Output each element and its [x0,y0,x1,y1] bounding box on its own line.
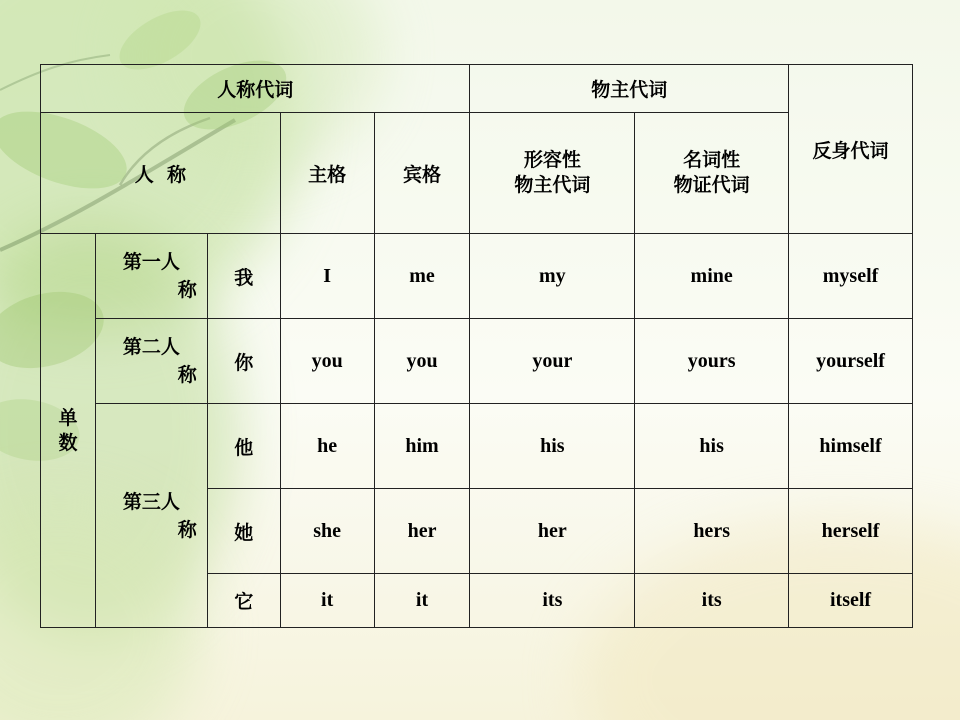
subjective-cell: I [280,234,374,319]
subjective-header: 主格 [280,113,374,234]
personal-pronoun-header: 人称代词 [41,65,470,113]
adjective-possessive-cell: his [470,404,635,489]
objective-header: 宾格 [374,113,470,234]
reflexive-cell: myself [789,234,913,319]
reflexive-cell: himself [789,404,913,489]
objective-cell: him [374,404,470,489]
adjective-possessive-header-line1: 形容性 [523,149,581,171]
pronoun-table [40,64,913,628]
possessive-pronoun-header: 物主代词 [470,65,789,113]
noun-possessive-header-line1: 名词性 [683,149,741,171]
reflexive-cell: herself [789,489,913,574]
pronoun-zh-cell: 你 [207,319,280,404]
table-row [41,234,913,319]
reflexive-cell: itself [789,574,913,628]
noun-possessive-header [635,113,789,234]
table-row [41,404,913,489]
second-person-label-line1: 第二人 [122,336,180,358]
reflexive-pronoun-header: 反身代词 [789,65,913,234]
subjective-cell: you [280,319,374,404]
pronoun-zh-cell: 它 [207,574,280,628]
subjective-cell: he [280,404,374,489]
adjective-possessive-cell: my [470,234,635,319]
singular-label-line2: 数 [58,431,78,454]
noun-possessive-cell: his [635,404,789,489]
noun-possessive-header-line2: 物证代词 [673,174,750,196]
objective-cell: her [374,489,470,574]
singular-label [41,234,96,628]
header-row-1 [41,65,913,113]
table-row [41,319,913,404]
adjective-possessive-cell: her [470,489,635,574]
objective-cell: you [374,319,470,404]
objective-cell: me [374,234,470,319]
third-person-label-line1: 第三人 [122,490,180,513]
adjective-possessive-header-line2: 物主代词 [514,174,591,196]
header-row-2 [41,113,913,234]
third-person-label [95,404,207,628]
reflexive-cell: yourself [789,319,913,404]
pronoun-zh-cell: 我 [207,234,280,319]
pronoun-zh-cell: 她 [207,489,280,574]
second-person-label [95,319,207,404]
person-header-label: 人 称 [134,163,186,186]
noun-possessive-cell: hers [635,489,789,574]
adjective-possessive-header [470,113,635,234]
third-person-label-line2: 称 [177,518,197,541]
first-person-label [95,234,207,319]
singular-label-line1: 单 [58,406,78,429]
pronoun-zh-cell: 他 [207,404,280,489]
person-header [41,113,281,234]
noun-possessive-cell: mine [635,234,789,319]
subjective-cell: it [280,574,374,628]
subjective-cell: she [280,489,374,574]
first-person-label-line1: 第一人 [122,251,180,273]
second-person-label-line2: 称 [177,364,197,386]
adjective-possessive-cell: its [470,574,635,628]
noun-possessive-cell: its [635,574,789,628]
noun-possessive-cell: yours [635,319,789,404]
adjective-possessive-cell: your [470,319,635,404]
first-person-label-line2: 称 [177,279,197,301]
objective-cell: it [374,574,470,628]
